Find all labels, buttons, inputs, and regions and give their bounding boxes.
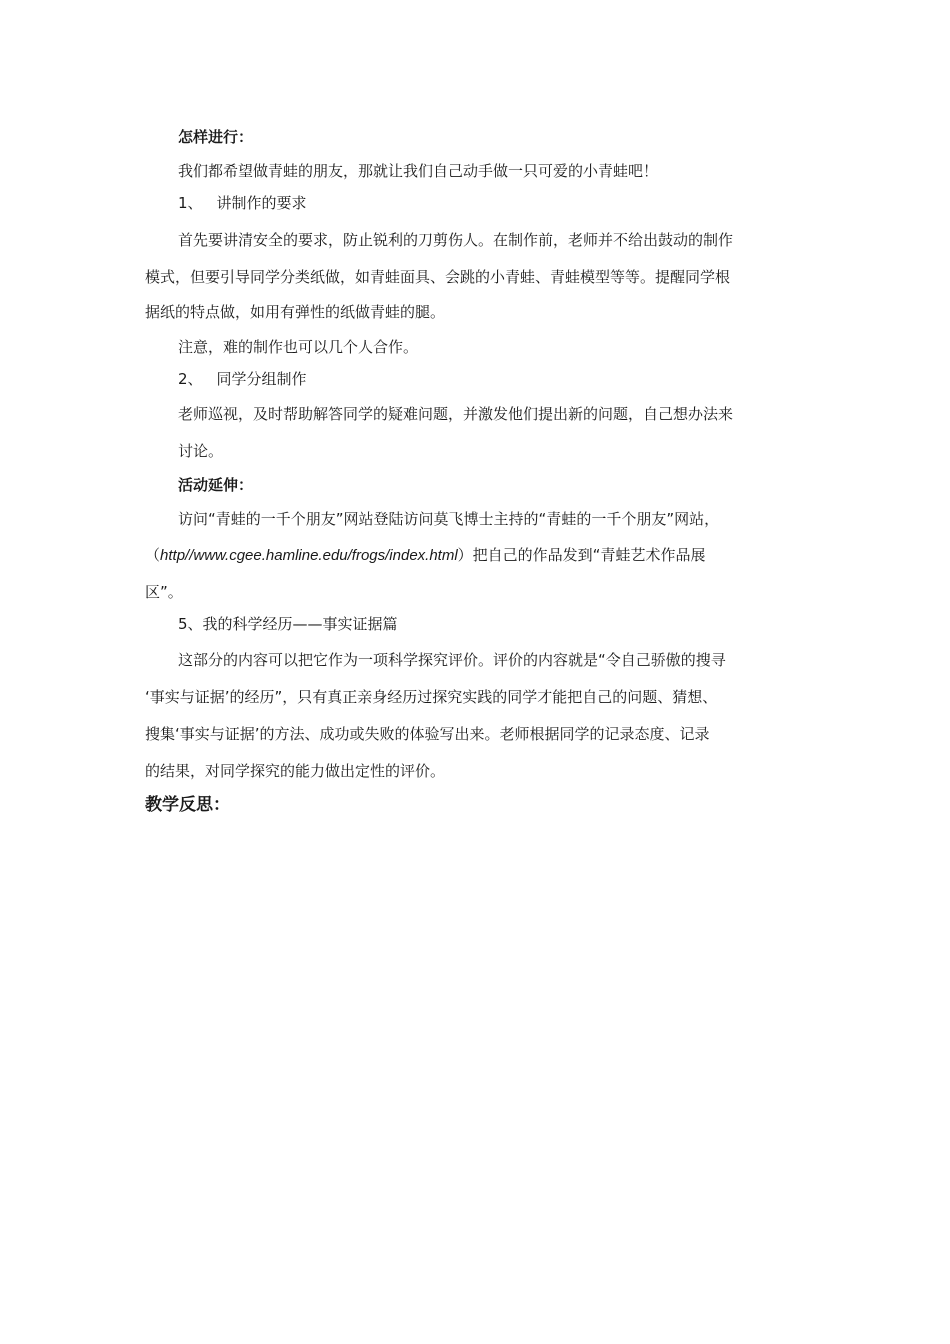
reflection-title: 教学反思： — [145, 795, 230, 815]
extension-after-url: ）把自己的作品发到“青蛙艺术作品展 — [457, 546, 706, 564]
step5-para-line: ‘事实与证据’的经历”，只有真正亲身经历过探究实践的同学才能把自己的问题、猜想、 — [145, 688, 718, 706]
extension-line: 访问“青蛙的一千个朋友”网站登陆访问莫飞博士主持的“青蛙的一千个朋友”网站， — [178, 510, 720, 528]
step1-heading — [178, 193, 307, 213]
extension-url-line — [145, 545, 705, 566]
step1-para-line: 据纸的特点做，如用有弹性的纸做青蛙的腿。 — [145, 303, 446, 321]
step1-para-line: 首先要讲清安全的要求，防止锐利的刀剪伤人。在制作前，老师并不给出鼓动的制作 — [178, 231, 734, 249]
step5-para-line: 这部分的内容可以把它作为一项科学探究评价。评价的内容就是“令自己骄傲的搜寻 — [178, 651, 726, 669]
step2-para-line: 讨论。 — [178, 442, 224, 460]
step2-number: 2、 — [178, 370, 203, 388]
step2-title: 同学分组制作 — [216, 370, 307, 388]
step2-heading — [178, 369, 307, 389]
open-paren: （ — [145, 546, 161, 564]
website-url: http//www.cgee.hamline.edu/frogs/index.html — [160, 547, 458, 564]
step5-para-line: 搜集‘事实与证据’的方法、成功或失败的体验写出来。老师根据同学的记录态度、记录 — [145, 725, 710, 743]
step5-title: 5、我的科学经历——事实证据篇 — [178, 615, 398, 633]
extension-title: 活动延伸： — [178, 476, 254, 494]
section-how-title: 怎样进行： — [178, 128, 254, 146]
step1-note: 注意，难的制作也可以几个人合作。 — [178, 338, 419, 356]
step2-para-line: 老师巡视，及时帮助解答同学的疑难问题，并激发他们提出新的问题，自己想办法来 — [178, 405, 734, 423]
section-how-intro: 我们都希望做青蛙的朋友，那就让我们自己动手做一只可爱的小青蛙吧！ — [178, 162, 659, 180]
step1-para-line: 模式，但要引导同学分类纸做，如青蛙面具、会跳的小青蛙、青蛙模型等等。提醒同学根 — [145, 268, 731, 286]
step1-title: 讲制作的要求 — [216, 194, 307, 212]
step5-para-line: 的结果，对同学探究的能力做出定性的评价。 — [145, 762, 446, 780]
step1-number: 1、 — [178, 194, 203, 212]
extension-line: 区”。 — [145, 583, 183, 601]
